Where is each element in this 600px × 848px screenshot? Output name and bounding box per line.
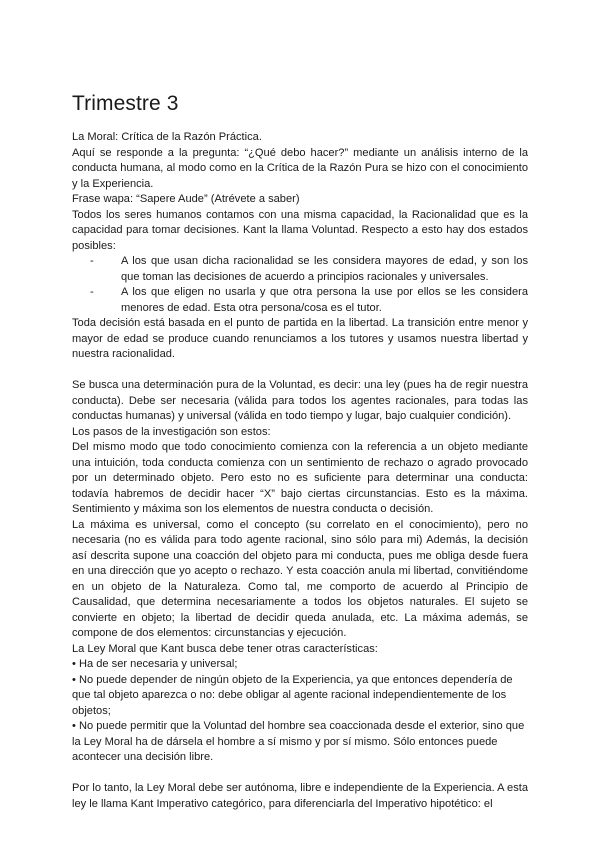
paragraph-freedom: Toda decisión está basada en el punto de partida en la libertad. La transición entre menor y mayor de edad se produce cuando renunciamos a los tutores y usamos nuestra libertad y nuestra racionalidad. <box>72 317 528 360</box>
paragraph-motto: Frase wapa: “Sapere Aude” (Atrévete a saber) <box>72 193 300 205</box>
bullet-coercion: • No puede permitir que la Voluntad del hombre sea coaccionada desde el exterior, sino que la Ley Moral ha de dársela el hombre a sí mismo y por sí mismo. Sólo entonces puede acontecer una decisión libre. <box>72 720 525 763</box>
page-title: Trimestre 3 <box>72 92 179 115</box>
paragraph-characteristics: La Ley Moral que Kant busca debe tener otras características: <box>72 642 378 655</box>
paragraph-gap <box>72 766 528 782</box>
paragraph-determination: Se busca una determinación pura de la Voluntad, es decir: una ley (pues ha de regir nuestra conducta). Debe ser necesaria (válida para todos los agentes racionales, para todas las conductas humanas) y universal (válida en todo tiempo y lugar, bajo cualquier condición). <box>72 379 528 422</box>
bullet-experience: • No puede depender de ningún objeto de la Experiencia, ya que entonces dependería de que tal objeto aparezca o no: debe obligar al agente racional independientemente de los objetos; <box>72 673 513 717</box>
paragraph-maxim: La máxima es universal, como el concepto (su correlato en el conocimiento), pero no necesaria (no es válida para todo agente racional, sino sólo para mi) Además, la decisión así descrita supone una coacción del objeto para mi conducta, pues me obliga desde fuera en una dirección que yo acepto o rechazo. Y esta coacción anula mi libertad, convitiéndome en un objeto de la Naturaleza. Como tal, me comporto de acuerdo al Principio de Causalidad, que determina necesariamente a todos los objetos naturales. El sujeto se convierte en objeto; la libertad de decidir queda anulada, etc. La máxima además, se compone de dos elementos: circunstancias y ejecución. <box>72 518 528 639</box>
paragraph-gap <box>72 363 528 379</box>
paragraph-conclusion: Por lo tanto, la Ley Moral debe ser autónoma, libre e independiente de la Experiencia. A esta ley le llama Kant Imperativo categórico, para diferenciarla del Imperativo hipotético: el <box>72 782 528 810</box>
paragraph-knowledge: Del mismo modo que todo conocimiento comienza con la referencia a un objeto mediante una intuición, toda conducta comienza con un sentimiento de rechazo o agrado provocado por un determinado objeto. Pero esto no es suficiente para determinar una conducta: todavía habremos de decidir hacer “X” bajo ciertas circunstancias. Esto es la máxima. Sentimiento y máxima son los elementos de nuestra conducta o decisión. <box>72 441 528 515</box>
list-item: - A los que eligen no usarla y que otra persona la use por ellos se les considera menores de edad. Esta otra persona/cosa es el tutor. <box>109 285 528 316</box>
paragraph-rationality: Todos los seres humanos contamos con una misma capacidad, la Racionalidad que es la capacidad para tomar decisiones. Kant la llama Voluntad. Respecto a esto hay dos estados posibles: <box>72 208 528 252</box>
bullet-necessary: • Ha de ser necesaria y universal; <box>72 658 238 670</box>
paragraph-question: Aquí se responde a la pregunta: “¿Qué debo hacer?” mediante un análisis interno de la conducta humana, al modo como en la Crítica de la Razón Pura se hizo con el conocimiento y la Experiencia. <box>72 146 528 190</box>
paragraph-steps: Los pasos de la investigación son estos: <box>72 425 271 438</box>
paragraph-subtitle: La Moral: Crítica de la Razón Práctica. <box>72 131 262 143</box>
list-item: - A los que usan dicha racionalidad se les considera mayores de edad, y son los que toman las decisiones de acuerdo a principios racionales y universales. <box>109 254 528 285</box>
states-list <box>72 254 528 316</box>
